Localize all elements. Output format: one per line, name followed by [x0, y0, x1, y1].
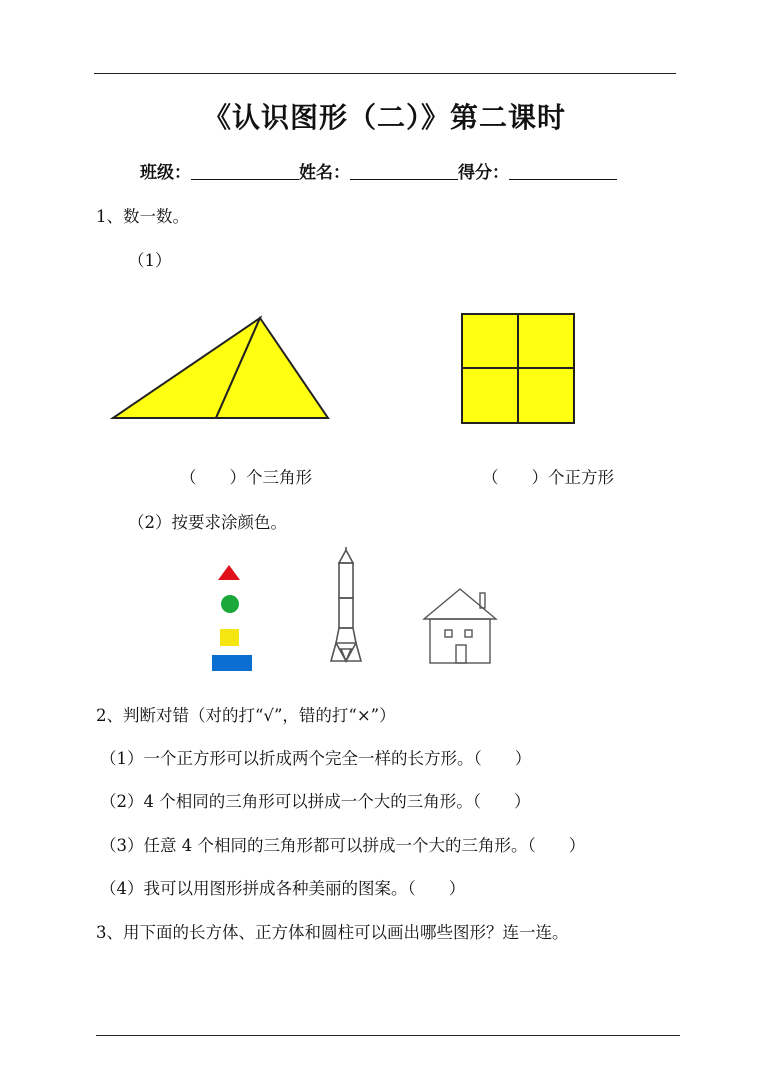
q2-item-2[interactable]: （2）4 个相同的三角形可以拼成一个大的三角形。（ ） — [100, 792, 531, 811]
rocket-upper-body — [339, 563, 353, 598]
red-triangle-swatch — [218, 565, 240, 580]
house-wall — [430, 619, 490, 663]
house-left-window — [445, 630, 452, 637]
q1-sub2-label: （2）按要求涂颜色。 — [128, 513, 287, 532]
house-outline[interactable] — [420, 585, 505, 670]
q3-heading: 3、用下面的长方体、正方体和圆柱可以画出哪些图形？连一连。 — [96, 923, 569, 942]
q2-item-4[interactable]: （4）我可以用图形拼成各种美丽的图案。（ ） — [100, 879, 466, 898]
square-count-caption[interactable]: （ ）个正方形 — [482, 468, 614, 487]
triangle-figure — [100, 300, 330, 450]
rocket-lower-segment — [336, 628, 356, 643]
q1-heading: 1、数一数。 — [96, 207, 189, 226]
page-title: 《认识图形（二）》第二课时 — [203, 101, 567, 134]
top-rule — [94, 73, 676, 74]
color-legend — [205, 560, 265, 680]
triangle-count-caption[interactable]: （ ）个三角形 — [180, 468, 312, 487]
green-circle-swatch — [221, 595, 239, 613]
rocket-nose-cone — [339, 550, 353, 563]
class-label: 班级： — [140, 163, 191, 183]
class-blank[interactable] — [191, 163, 299, 180]
square-figure — [460, 312, 580, 432]
blue-rectangle-swatch — [212, 655, 252, 671]
rocket-left-fin — [331, 643, 346, 661]
bottom-rule — [96, 1035, 680, 1036]
q2-item-3[interactable]: （3）任意 4 个相同的三角形都可以拼成一个大的三角形。（ ） — [100, 836, 586, 855]
score-blank[interactable] — [509, 163, 617, 180]
rocket-outline[interactable] — [323, 545, 373, 670]
student-info-line — [140, 158, 617, 183]
rocket-right-fin — [346, 643, 361, 661]
house-door — [456, 645, 466, 663]
name-label: 姓名： — [299, 163, 350, 183]
rocket-lower-body — [339, 598, 353, 628]
q1-sub1-label: （1） — [128, 251, 172, 270]
q2-heading: 2、判断对错（对的打“√”，错的打“×”） — [96, 706, 396, 725]
q2-item-1[interactable]: （1）一个正方形可以折成两个完全一样的长方形。（ ） — [100, 749, 532, 768]
score-label: 得分： — [458, 163, 509, 183]
yellow-square-swatch — [220, 629, 239, 646]
house-right-window — [465, 630, 472, 637]
name-blank[interactable] — [350, 163, 458, 180]
